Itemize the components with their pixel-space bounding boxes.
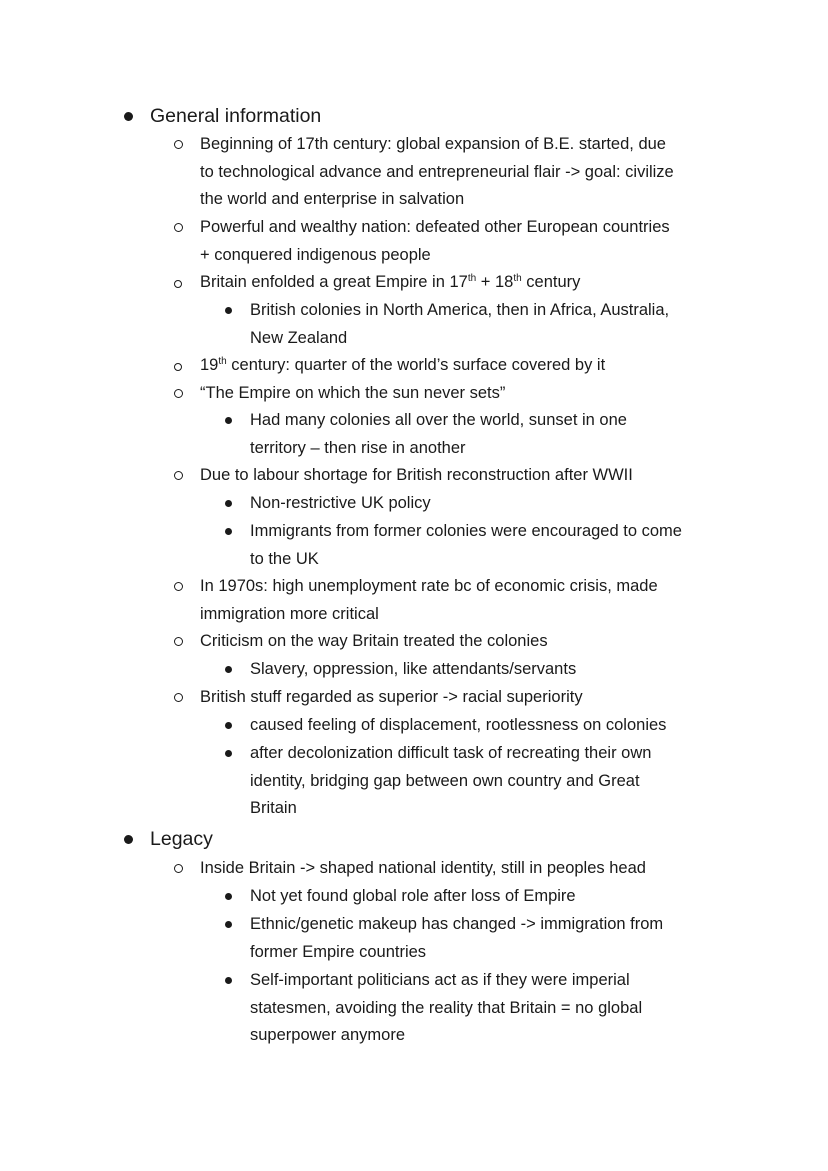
text-run: 19 bbox=[200, 356, 219, 374]
text-line: New Zealand bbox=[250, 328, 348, 347]
text-line: “The Empire on which the sun never sets” bbox=[200, 384, 506, 402]
text-line: Slavery, oppression, like attendants/servants bbox=[250, 660, 577, 678]
text-line: Non-restrictive UK policy bbox=[250, 494, 431, 512]
text-line: Britain bbox=[250, 799, 297, 818]
bullet-icon bbox=[225, 666, 232, 673]
text-line: superpower anymore bbox=[250, 1026, 405, 1045]
circle-bullet-icon bbox=[174, 363, 182, 371]
text-run: + 18 bbox=[476, 273, 514, 291]
text-line: Inside Britain -> shaped national identity, still in peoples head bbox=[200, 859, 646, 877]
bullet-icon bbox=[225, 307, 232, 314]
text-line: territory – then rise in another bbox=[250, 438, 466, 457]
superscript: th bbox=[218, 356, 227, 367]
list-item bbox=[250, 712, 666, 740]
list-item bbox=[250, 883, 576, 911]
list-item bbox=[250, 656, 576, 684]
text-line: to the UK bbox=[250, 549, 319, 568]
text-line: Self-important politicians act as if they were imperial bbox=[250, 971, 630, 989]
bullet-icon bbox=[124, 112, 133, 121]
list-item bbox=[200, 380, 505, 408]
list-item bbox=[200, 269, 580, 297]
text-line bbox=[200, 269, 580, 297]
text-line: caused feeling of displacement, rootlessness on colonies bbox=[250, 716, 667, 734]
circle-bullet-icon bbox=[174, 140, 183, 149]
superscript: th bbox=[467, 273, 477, 284]
text-line: to technological advance and entrepreneurial flair -> goal: civilize bbox=[200, 162, 674, 181]
text-line: British colonies in North America, then in Africa, Australia, bbox=[250, 301, 670, 319]
text-line: Powerful and wealthy nation: defeated other European countries bbox=[200, 218, 670, 236]
text-line: former Empire countries bbox=[250, 942, 427, 961]
heading-text: General information bbox=[150, 105, 322, 127]
bullet-icon bbox=[124, 835, 133, 844]
circle-bullet-icon bbox=[174, 471, 183, 480]
list-item bbox=[200, 352, 605, 380]
text-line: immigration more critical bbox=[200, 604, 379, 623]
text-line: In 1970s: high unemployment rate bc of economic crisis, made bbox=[200, 577, 658, 595]
bullet-icon bbox=[225, 500, 232, 507]
text-run: century bbox=[521, 273, 581, 291]
text-line: Due to labour shortage for British reconstruction after WWII bbox=[200, 466, 633, 484]
bullet-icon bbox=[225, 417, 232, 424]
text-line: after decolonization difficult task of recreating their own bbox=[250, 744, 652, 762]
text-line: Not yet found global role after loss of Empire bbox=[250, 887, 576, 905]
circle-bullet-icon bbox=[174, 582, 183, 591]
text-line: British stuff regarded as superior -> racial superiority bbox=[200, 688, 583, 706]
text-line: Immigrants from former colonies were encouraged to come bbox=[250, 522, 682, 540]
text-line: statesmen, avoiding the reality that Britain = no global bbox=[250, 998, 643, 1017]
bullet-icon bbox=[225, 921, 232, 928]
list-item bbox=[250, 297, 669, 352]
list-item bbox=[200, 628, 548, 656]
text-line: + conquered indigenous people bbox=[200, 245, 431, 264]
list-item bbox=[200, 462, 633, 490]
text-line: the world and enterprise in salvation bbox=[200, 190, 465, 209]
text-line bbox=[200, 352, 605, 380]
circle-bullet-icon bbox=[174, 389, 183, 398]
list-item bbox=[250, 518, 682, 573]
heading-legacy bbox=[150, 827, 213, 851]
list-item bbox=[250, 967, 642, 1050]
text-line: Beginning of 17th century: global expansion of B.E. started, due bbox=[200, 135, 666, 153]
bullet-icon bbox=[225, 893, 232, 900]
heading-text: Legacy bbox=[150, 828, 213, 850]
circle-bullet-icon bbox=[174, 693, 183, 702]
text-run: century: quarter of the world’s surface covered by it bbox=[226, 356, 606, 374]
list-item bbox=[250, 911, 663, 966]
list-item bbox=[200, 855, 646, 883]
list-item bbox=[200, 131, 674, 214]
circle-bullet-icon bbox=[174, 637, 183, 646]
circle-bullet-icon bbox=[174, 223, 183, 232]
bullet-icon bbox=[225, 977, 232, 984]
superscript: th bbox=[513, 273, 522, 284]
text-run: Britain enfolded a great Empire in 17 bbox=[200, 273, 468, 291]
circle-bullet-icon bbox=[174, 280, 182, 288]
list-item bbox=[250, 740, 651, 823]
bullet-icon bbox=[225, 528, 232, 535]
list-item bbox=[200, 573, 658, 628]
bullet-icon bbox=[225, 722, 232, 729]
list-item bbox=[200, 684, 583, 712]
text-line: identity, bridging gap between own country and Great bbox=[250, 771, 640, 790]
bullet-icon bbox=[225, 750, 232, 757]
list-item bbox=[200, 214, 670, 269]
circle-bullet-icon bbox=[174, 864, 183, 873]
text-line: Had many colonies all over the world, sunset in one bbox=[250, 411, 627, 429]
list-item bbox=[250, 490, 431, 518]
heading-general-information bbox=[150, 104, 321, 128]
text-line: Criticism on the way Britain treated the colonies bbox=[200, 632, 548, 650]
text-line: Ethnic/genetic makeup has changed -> immigration from bbox=[250, 915, 664, 933]
list-item bbox=[250, 407, 627, 462]
